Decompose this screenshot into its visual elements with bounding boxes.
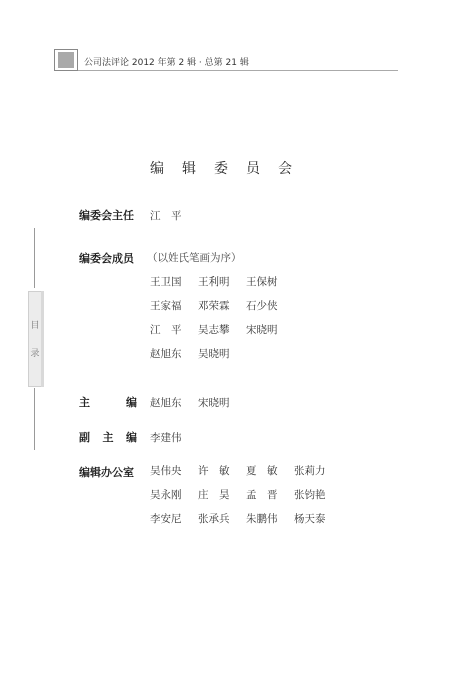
label-char: 主 [79, 396, 90, 409]
name-entry: 李安尼 [150, 512, 182, 525]
name-entry: 吴志攀 [198, 323, 230, 336]
page-title: 编辑委员会 [150, 161, 310, 177]
editor-names [150, 390, 246, 414]
chief-director-names [150, 203, 198, 227]
name-entry: 张承兵 [198, 512, 230, 525]
label-char: 编 [126, 396, 137, 409]
office-row [150, 458, 342, 482]
name-entry: 王卫国 [150, 275, 182, 288]
office-row [150, 506, 342, 530]
name-entry: 赵旭东 [150, 347, 182, 360]
label-office: 编辑办公室 [79, 466, 134, 479]
side-rule-bottom [34, 388, 35, 450]
name-entry: 王利明 [198, 275, 230, 288]
label-char: 副 [79, 431, 90, 444]
name-entry: 吴永刚 [150, 488, 182, 501]
name-entry: 江 平 [150, 323, 182, 336]
members-row [150, 317, 294, 341]
label-members: 编委会成员 [79, 252, 134, 265]
name-entry: 朱鹏伟 [246, 512, 278, 525]
label-char: 主 [102, 431, 114, 444]
members-names [150, 269, 294, 365]
label-char: 编 [126, 431, 137, 444]
name-entry: 李建伟 [150, 431, 182, 444]
name-entry: 张莉力 [294, 464, 326, 477]
name-entry: 王家福 [150, 299, 182, 312]
name-entry: 赵旭东 [150, 396, 182, 409]
name-entry: 邓荣霖 [198, 299, 230, 312]
label-deputy-editor [79, 429, 137, 445]
label-editor [79, 394, 137, 410]
name-entry: 石少侠 [246, 299, 278, 312]
name-entry: 江 平 [150, 209, 182, 222]
name-entry: 吴伟央 [150, 464, 182, 477]
running-header: 公司法评论 2012 年第 2 辑 · 总第 21 辑 [84, 58, 249, 68]
name-entry: 杨天泰 [294, 512, 326, 525]
name-entry: 庄 昊 [198, 488, 230, 501]
name-entry: 王保树 [246, 275, 278, 288]
name-entry: 孟 晋 [246, 488, 278, 501]
office-names [150, 458, 342, 530]
side-tab[interactable] [28, 291, 42, 387]
side-rule-top [34, 228, 35, 288]
deputy-editor-names [150, 425, 198, 449]
side-tab-char-mu: 目 [30, 321, 40, 331]
name-entry: 夏 敏 [246, 464, 278, 477]
label-chief-director: 编委会主任 [79, 209, 134, 222]
side-tab-char-lu: 录 [30, 349, 40, 359]
members-row [150, 341, 294, 365]
members-row [150, 293, 294, 317]
header-marker-box [54, 49, 78, 71]
name-entry: 宋晓明 [246, 323, 278, 336]
name-entry: 许 敏 [198, 464, 230, 477]
name-entry: 宋晓明 [198, 396, 230, 409]
header-marker-fill [58, 52, 74, 68]
members-ordering-note: （以姓氏笔画为序） [147, 252, 242, 264]
header-rule [78, 70, 398, 71]
members-row [150, 269, 294, 293]
office-row [150, 482, 342, 506]
side-tab-stripe [41, 291, 44, 387]
name-entry: 吴晓明 [198, 347, 230, 360]
name-entry: 张钧艳 [294, 488, 326, 501]
